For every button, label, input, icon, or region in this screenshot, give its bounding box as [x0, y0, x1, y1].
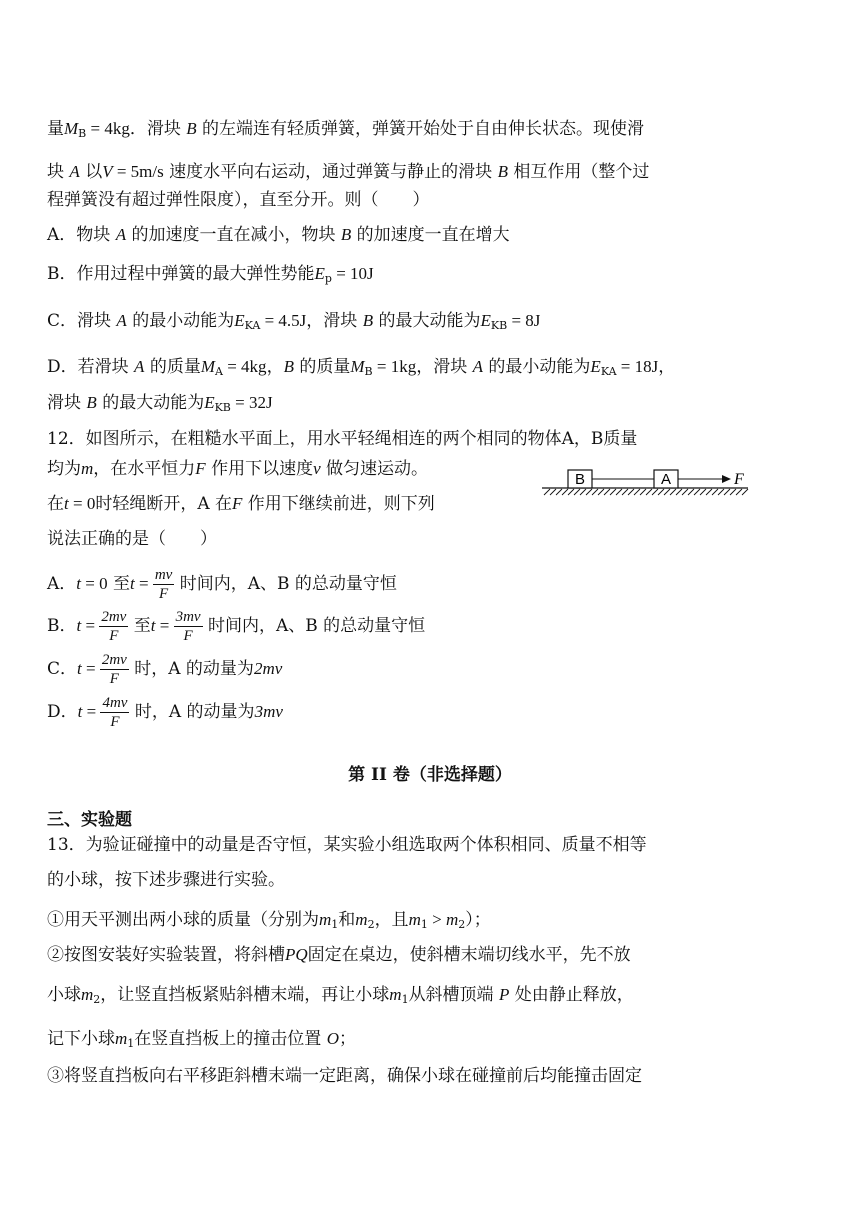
q12-option-a: A．t = 0 至t = $\frac{mv}{F}$ 时间内，A、B 的总动量守恒	[47, 567, 397, 602]
q12-line-1: 12．如图所示，在粗糙水平面上，用水平轻绳相连的两个相同的物体A，B质量	[47, 429, 638, 449]
blocks-diagram	[540, 463, 755, 499]
fraction: $\frac{mv}{F}$	[154, 567, 173, 602]
fraction: $\frac{3mv}{F}$	[175, 609, 201, 644]
q13-line-4: ②按图安装好实验装置，将斜槽PQ固定在桌边，使斜槽末端切线水平，先不放	[47, 945, 631, 965]
q11-line-3: 程弹簧没有超过弹性限度），直至分开。则（ ）	[47, 190, 430, 210]
q11-option-b: B．作用过程中弹簧的最大弹性势能$E_p = 10J$	[47, 264, 374, 285]
q11-option-c: C．滑块 A 的最小动能为$E_{KA} = 4.5J$，滑块 B 的最大动能为$E_{KB} = 8J$	[47, 311, 541, 332]
fraction: $\frac{2mv}{F}$	[101, 652, 127, 687]
force-arrow-head	[722, 475, 731, 483]
q11-line-1: 量$M_B = 4kg$．滑块 B 的左端连有轻质弹簧，弹簧开始处于自由伸长状态。现使滑	[47, 119, 645, 140]
block-a-label: A	[660, 471, 672, 488]
q12-option-c: C．t = $\frac{2mv}{F}$ 时，A 的动量为2mv	[47, 652, 283, 687]
q11-option-d-line-2: 滑块 B 的最大动能为$E_{KB} = 32J$	[47, 393, 273, 414]
q13-line-2: 的小球，按下述步骤进行实验。	[47, 870, 285, 890]
q13-line-5: 小球$m_2$，让竖直挡板紧贴斜槽末端，再让小球$m_1$从斜槽顶端 P 处由静止释放，	[47, 985, 634, 1006]
force-label: F	[734, 471, 744, 488]
q12-option-b: B．t = $\frac{2mv}{F}$ 至t = $\frac{3mv}{F}$ 时间内，A、B 的总动量守恒	[47, 609, 426, 644]
section-3-heading: 三、实验题	[47, 810, 132, 830]
fraction: $\frac{4mv}{F}$	[102, 695, 128, 730]
block-b-label: B	[574, 471, 586, 488]
q11-option-d-line-1: D．若滑块 A 的质量$M_A = 4kg$，B 的质量$M_B = 1kg$，滑块 A 的最小动能为$E_{KA} = 18J$，	[47, 357, 676, 378]
part-ii-title: 第 II 卷（非选择题）	[348, 765, 512, 785]
q12-line-4: 说法正确的是（ ）	[47, 529, 217, 549]
q13-line-1: 13．为验证碰撞中的动量是否守恒，某实验小组选取两个体积相同、质量不相等	[47, 835, 647, 855]
q12-option-d: D．t = $\frac{4mv}{F}$ 时，A 的动量为3mv	[47, 695, 283, 730]
q12-line-3: 在t = 0时轻绳断开，A 在F 作用下继续前进，则下列	[47, 494, 435, 514]
q13-line-6: 记下小球$m_1$在竖直挡板上的撞击位置 O；	[47, 1029, 356, 1050]
q11-option-a: A．物块 A 的加速度一直在减小，物块 B 的加速度一直在增大	[47, 225, 510, 245]
q13-line-3: ①用天平测出两小球的质量（分别为$m_1$和$m_2$，且$m_1 > m_2$）；	[47, 910, 491, 931]
ground-surface	[542, 488, 748, 495]
fraction: $\frac{2mv}{F}$	[101, 609, 127, 644]
q11-line-2: 块 A 以V = 5m/s 速度水平向右运动，通过弹簧与静止的滑块 B 相互作用（整个过	[47, 162, 650, 182]
q12-line-2: 均为m，在水平恒力F 作用下以速度v 做匀速运动。	[47, 459, 429, 479]
q13-line-7: ③将竖直挡板向右平移距斜槽末端一定距离，确保小球在碰撞前后均能撞击固定	[47, 1066, 642, 1086]
